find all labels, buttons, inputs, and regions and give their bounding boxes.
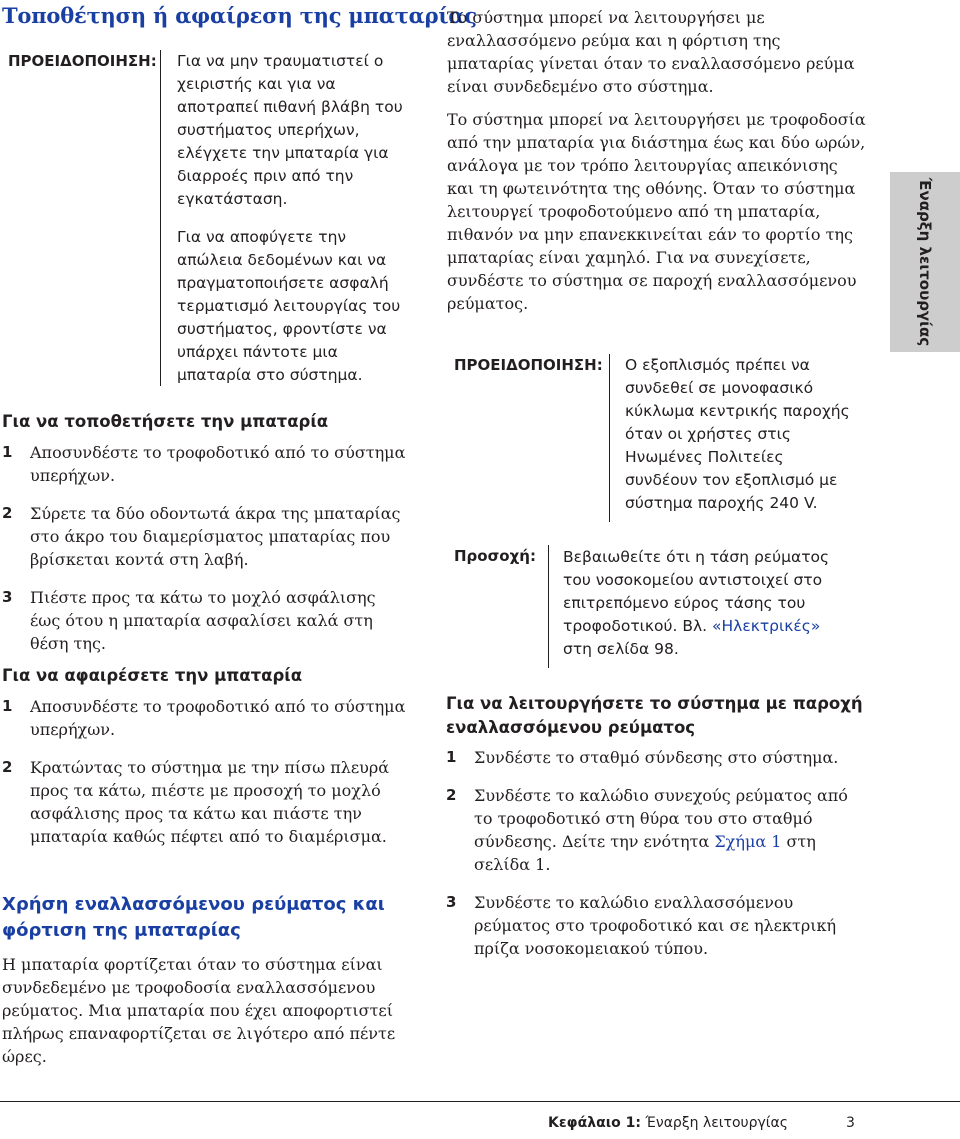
operate-heading: Για να λειτουργήσετε το σύστημα με παροχή εναλλασσόμενου ρεύματος: [446, 694, 863, 737]
warning-body: [177, 50, 412, 387]
right-paragraph-2: Το σύστημα μπορεί να λειτουργήσει με τροφοδοσία από την μπαταρία για διάστημα έως και δύο ωρών, ανάλογα με τον τρόπο λειτουργίας απεικόνισης και τη φωτεινότητα της οθόνης. Όταν το σύστημα λειτουργεί τροφοδοτούμενο από τη μπαταρία, πιθανόν να μην επανεκκινείται εάν το φορτίο της μπαταρίας είναι χαμηλό. Για να συνεχίσετε, συνδέστε το σύστημα σε παροχή εναλλασσόμενου ρεύματος.: [447, 110, 866, 313]
chapter-side-tab-label: Έναρξη λειτουργίας: [916, 177, 934, 347]
operate-steps: [446, 746, 856, 960]
chapter-side-tab: [890, 172, 960, 352]
warning-2-body: Ο εξοπλισμός πρέπει να συνδεθεί σε μονοφασικό κύκλωμα κεντρικής παροχής όταν οι χρήστες στις Ηνωμένες Πολιτείες συνδέουν τον εξοπλισμό με σύστημα παροχής 240 V.: [625, 356, 850, 512]
install-heading: Για να τοποθετήσετε την μπαταρία: [2, 412, 329, 431]
electrical-specs-link[interactable]: «Ηλεκτρικές»: [712, 617, 821, 635]
remove-steps: [2, 695, 407, 848]
list-item: 1 Συνδέστε το σταθμό σύνδεσης στο σύστημα.: [446, 748, 839, 767]
install-steps: [2, 441, 407, 655]
caution-label: Προσοχή:: [454, 547, 536, 565]
warning-label: ΠΡΟΕΙΔΟΠΟΙΗΣΗ:: [8, 52, 157, 70]
list-item: 1 Αποσυνδέστε το τροφοδοτικό από το σύστημα υπερήχων.: [2, 443, 406, 485]
footer-chapter-title: Έναρξη λειτουργίας: [640, 1115, 788, 1131]
list-item: 2 Κρατώντας το σύστημα με την πίσω πλευρά προς τα κάτω, πιέστε με προσοχή το μοχλό ασφάλισης προς τα κάτω και πιάστε την μπαταρία καθώς πέφτει από το διαμέρισμα.: [2, 758, 390, 846]
page-number: 3: [846, 1115, 855, 1131]
list-item: 3 Συνδέστε το καλώδιο εναλλασσόμενου ρεύματος στο τροφοδοτικό και σε ηλεκτρική πρίζα νοσοκομειακού τύπου.: [446, 893, 837, 958]
list-item: 2 Σύρετε τα δύο οδοντωτά άκρα της μπαταρίας στο άκρο του διαμερίσματος μπαταρίας που βρίσκεται κοντά στη λαβή.: [2, 504, 401, 569]
warning-paragraph-2: Για να αποφύγετε την απώλεια δεδομένων και να πραγματοποιήσετε ασφαλή τερματισμό λειτουργίας του συστήματος, φροντίστε να υπάρχει πάντοτε μια μπαταρία στο σύστημα.: [177, 228, 401, 384]
ac-section-paragraph: Η μπαταρία φορτίζεται όταν το σύστημα είναι συνδεδεμένο με τροφοδοσία εναλλασσόμενου ρεύματος. Μια μπαταρία που έχει αποφορτιστεί πλήρως επαναφορτίζεται σε λιγότερο από πέντε ώρες.: [2, 955, 396, 1066]
list-item: 3 Πιέστε προς τα κάτω το μοχλό ασφάλισης έως ότου η μπαταρία ασφαλίσει καλά στη θέση της.: [2, 588, 376, 653]
list-item: 1 Αποσυνδέστε το τροφοδοτικό από το σύστημα υπερήχων.: [2, 697, 406, 739]
caution-body: Βεβαιωθείτε ότι η τάση ρεύματος του νοσοκομείου αντιστοιχεί στο επιτρεπόμενο εύρος τάσης του τροφοδοτικού. Βλ. «Ηλεκτρικές» στη σελίδα 98.: [563, 548, 830, 658]
warning-paragraph-1: Για να μην τραυματιστεί ο χειριστής και για να αποτραπεί πιθανή βλάβη του συστήματος υπερήχων, ελέγχετε την μπαταρία για διαρροές πριν από την εγκατάσταση.: [177, 52, 403, 208]
caution-divider: [548, 545, 549, 668]
warning-2-label: ΠΡΟΕΙΔΟΠΟΙΗΣΗ:: [454, 356, 603, 374]
remove-heading: Για να αφαιρέσετε την μπαταρία: [2, 666, 303, 685]
section-title: Τοποθέτηση ή αφαίρεση της μπαταρίας: [2, 3, 477, 28]
footer-chapter: [548, 1115, 788, 1131]
right-paragraph-1: Το σύστημα μπορεί να λειτουργήσει με εναλλασσόμενο ρεύμα και η φόρτιση της μπαταρίας γίνεται όταν το εναλλασσόμενο ρεύμα είναι συνδεδεμένο στο σύστημα.: [447, 8, 855, 96]
footer-chapter-label: Κεφάλαιο 1:: [548, 1115, 641, 1131]
warning-2-divider: [609, 354, 610, 522]
ac-section-heading: Χρήση εναλλασσόμενου ρεύματος και φόρτιση της μπαταρίας: [2, 894, 385, 941]
footer-rule: [0, 1101, 960, 1102]
list-item: 2 Συνδέστε το καλώδιο συνεχούς ρεύματος από το τροφοδοτικό στη θύρα του στο σταθμό σύνδεσης. Δείτε την ενότητα Σχήμα 1 στη σελίδα 1.: [446, 786, 848, 874]
figure-1-link[interactable]: Σχήμα 1: [714, 832, 782, 851]
warning-divider: [160, 50, 161, 386]
